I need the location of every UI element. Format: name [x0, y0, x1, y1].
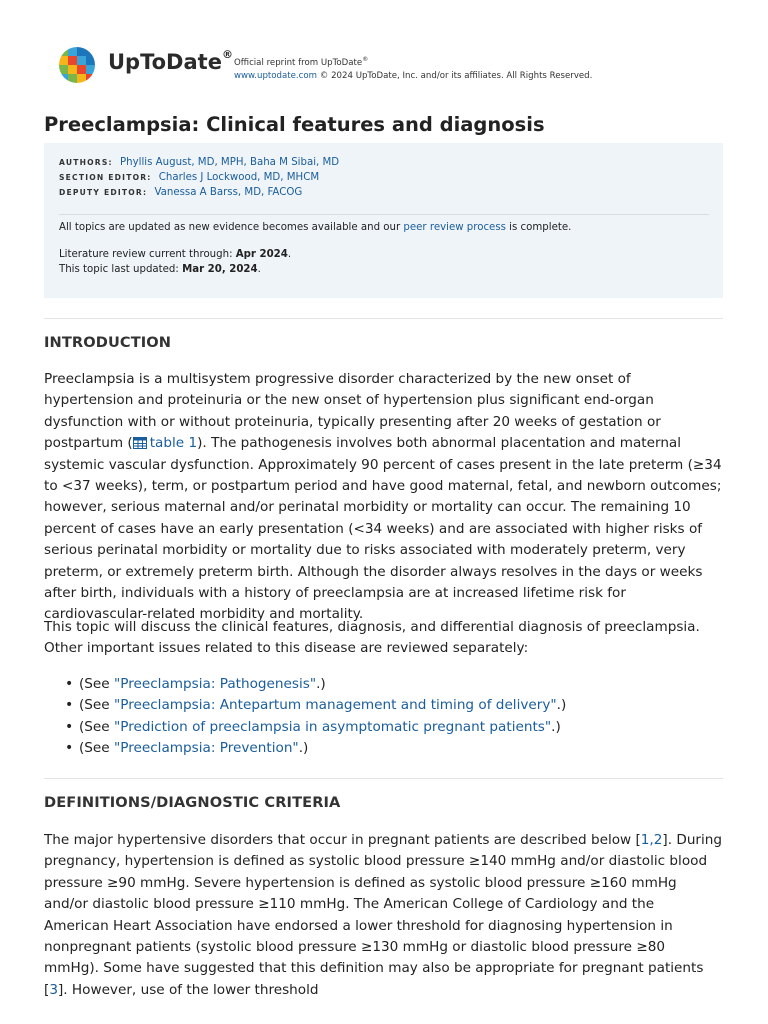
topic-link-prevention[interactable]: "Preeclampsia: Prevention" — [113, 740, 299, 757]
section-divider — [44, 318, 723, 319]
reference-link[interactable]: 3 — [49, 981, 58, 998]
intro-paragraph-1: Preeclampsia is a multisystem progressive disorder characterized by the new onset of hypertension and proteinuria or the new onset of hypertension plus significant end-organ dysfunction with or without proteinuria, typically presenting after 20 weeks of gestation or postpartum ( table 1). The pathogenesis involves both abnormal placentation and maternal systemic vascular dysfunction. Approximately 90 percent of cases present in the late preterm (≥34 to <37 weeks), term, or postpartum period and have good maternal, fetal, and newborn outcomes; however, serious maternal and/or perinatal morbidity or mortality can occur. The remaining 10 percent of cases have an early presentation (<34 weeks) and are associated with higher risks of serious perinatal morbidity or mortality due to risks associated with moderately preterm, very preterm, or extremely preterm birth. Although the disorder always resolves in the days or weeks after birth, individuals with a history of preeclampsia are at increased lifetime risk for cardiovascular-related morbidity and mortality. — [44, 371, 722, 623]
divider — [59, 214, 709, 215]
intro-paragraph-2: This topic will discuss the clinical features, diagnosis, and differential diagnosis of preeclampsia. Other important issues related to this disease are reviewed separately: — [44, 619, 700, 657]
list-item: • (See "Prediction of preeclampsia in asymptomatic pregnant patients".) — [62, 717, 566, 738]
topic-link-pathogenesis[interactable]: "Preeclampsia: Pathogenesis" — [113, 676, 317, 692]
list-item: • (See "Preeclampsia: Pathogenesis".) — [62, 674, 566, 695]
topic-link-antepartum-management[interactable]: "Preeclampsia: Antepartum management and timing of delivery" — [113, 697, 557, 714]
literature-review-date: Literature review current through: Apr 2024. — [59, 249, 292, 260]
list-item: • (See "Preeclampsia: Antepartum management and timing of delivery".) — [62, 695, 566, 716]
related-topics-list — [62, 674, 566, 760]
section-divider — [44, 778, 723, 779]
reprint-header — [58, 46, 718, 86]
last-updated-date: This topic last updated: Mar 20, 2024. — [59, 264, 261, 275]
authors-row: AUTHORS: Phyllis August, MD, MPH, Baha M Sibai, MD — [59, 157, 340, 168]
table-icon — [133, 437, 147, 449]
list-item: • (See "Preeclampsia: Prevention".) — [62, 738, 566, 759]
deputy-editor-link[interactable]: Vanessa A Barss, MD, FACOG — [154, 187, 303, 198]
authors-link[interactable]: Phyllis August, MD, MPH, Baha M Sibai, MD — [120, 157, 340, 168]
definitions-heading: DEFINITIONS/DIAGNOSTIC CRITERIA — [44, 794, 341, 811]
peer-review-link[interactable]: peer review process — [403, 222, 506, 233]
author-info-box — [44, 143, 723, 298]
uptodate-logo-icon — [58, 46, 96, 84]
page-title: Preeclampsia: Clinical features and diagnosis — [44, 113, 545, 136]
intro-heading: INTRODUCTION — [44, 334, 172, 351]
section-editor-row: SECTION EDITOR: Charles J Lockwood, MD, MHCM — [59, 172, 320, 183]
section-editor-link[interactable]: Charles J Lockwood, MD, MHCM — [158, 172, 320, 183]
table-1-link[interactable]: table 1 — [133, 435, 197, 451]
topic-link-prediction[interactable]: "Prediction of preeclampsia in asymptomatic pregnant patients" — [113, 718, 552, 735]
reference-link[interactable]: 1,2 — [640, 832, 663, 848]
definitions-paragraph-1: The major hypertensive disorders that occur in pregnant patients are described below [1,2]. During pregnancy, hypertension is defined as systolic blood pressure ≥140 mmHg and/or diastolic blood pressure ≥90 mmHg. Severe hypertension is defined as systolic blood pressure ≥160 mmHg and/or diastolic blood pressure ≥110 mmHg. The American College of Cardiology and the American Heart Association have endorsed a lower threshold for diagnosing hypertension in nonpregnant patients (systolic blood pressure ≥130 mmHg or diastolic blood pressure ≥80 mmHg). Some have suggested that this definition may also be appropriate for pregnant patients [3]. However, use of the lower threshold — [44, 832, 723, 998]
reprint-notice: Official reprint from UpToDate® www.uptodate.com © 2024 UpToDate, Inc. and/or its affiliates. All Rights Reserved. — [234, 56, 593, 81]
update-note: All topics are updated as new evidence becomes available and our peer review process is complete. — [59, 222, 572, 233]
brand-name: UpToDate® — [108, 48, 233, 74]
uptodate-site-link[interactable]: www.uptodate.com — [234, 70, 318, 81]
deputy-editor-row: DEPUTY EDITOR: Vanessa A Barss, MD, FACOG — [59, 187, 303, 198]
